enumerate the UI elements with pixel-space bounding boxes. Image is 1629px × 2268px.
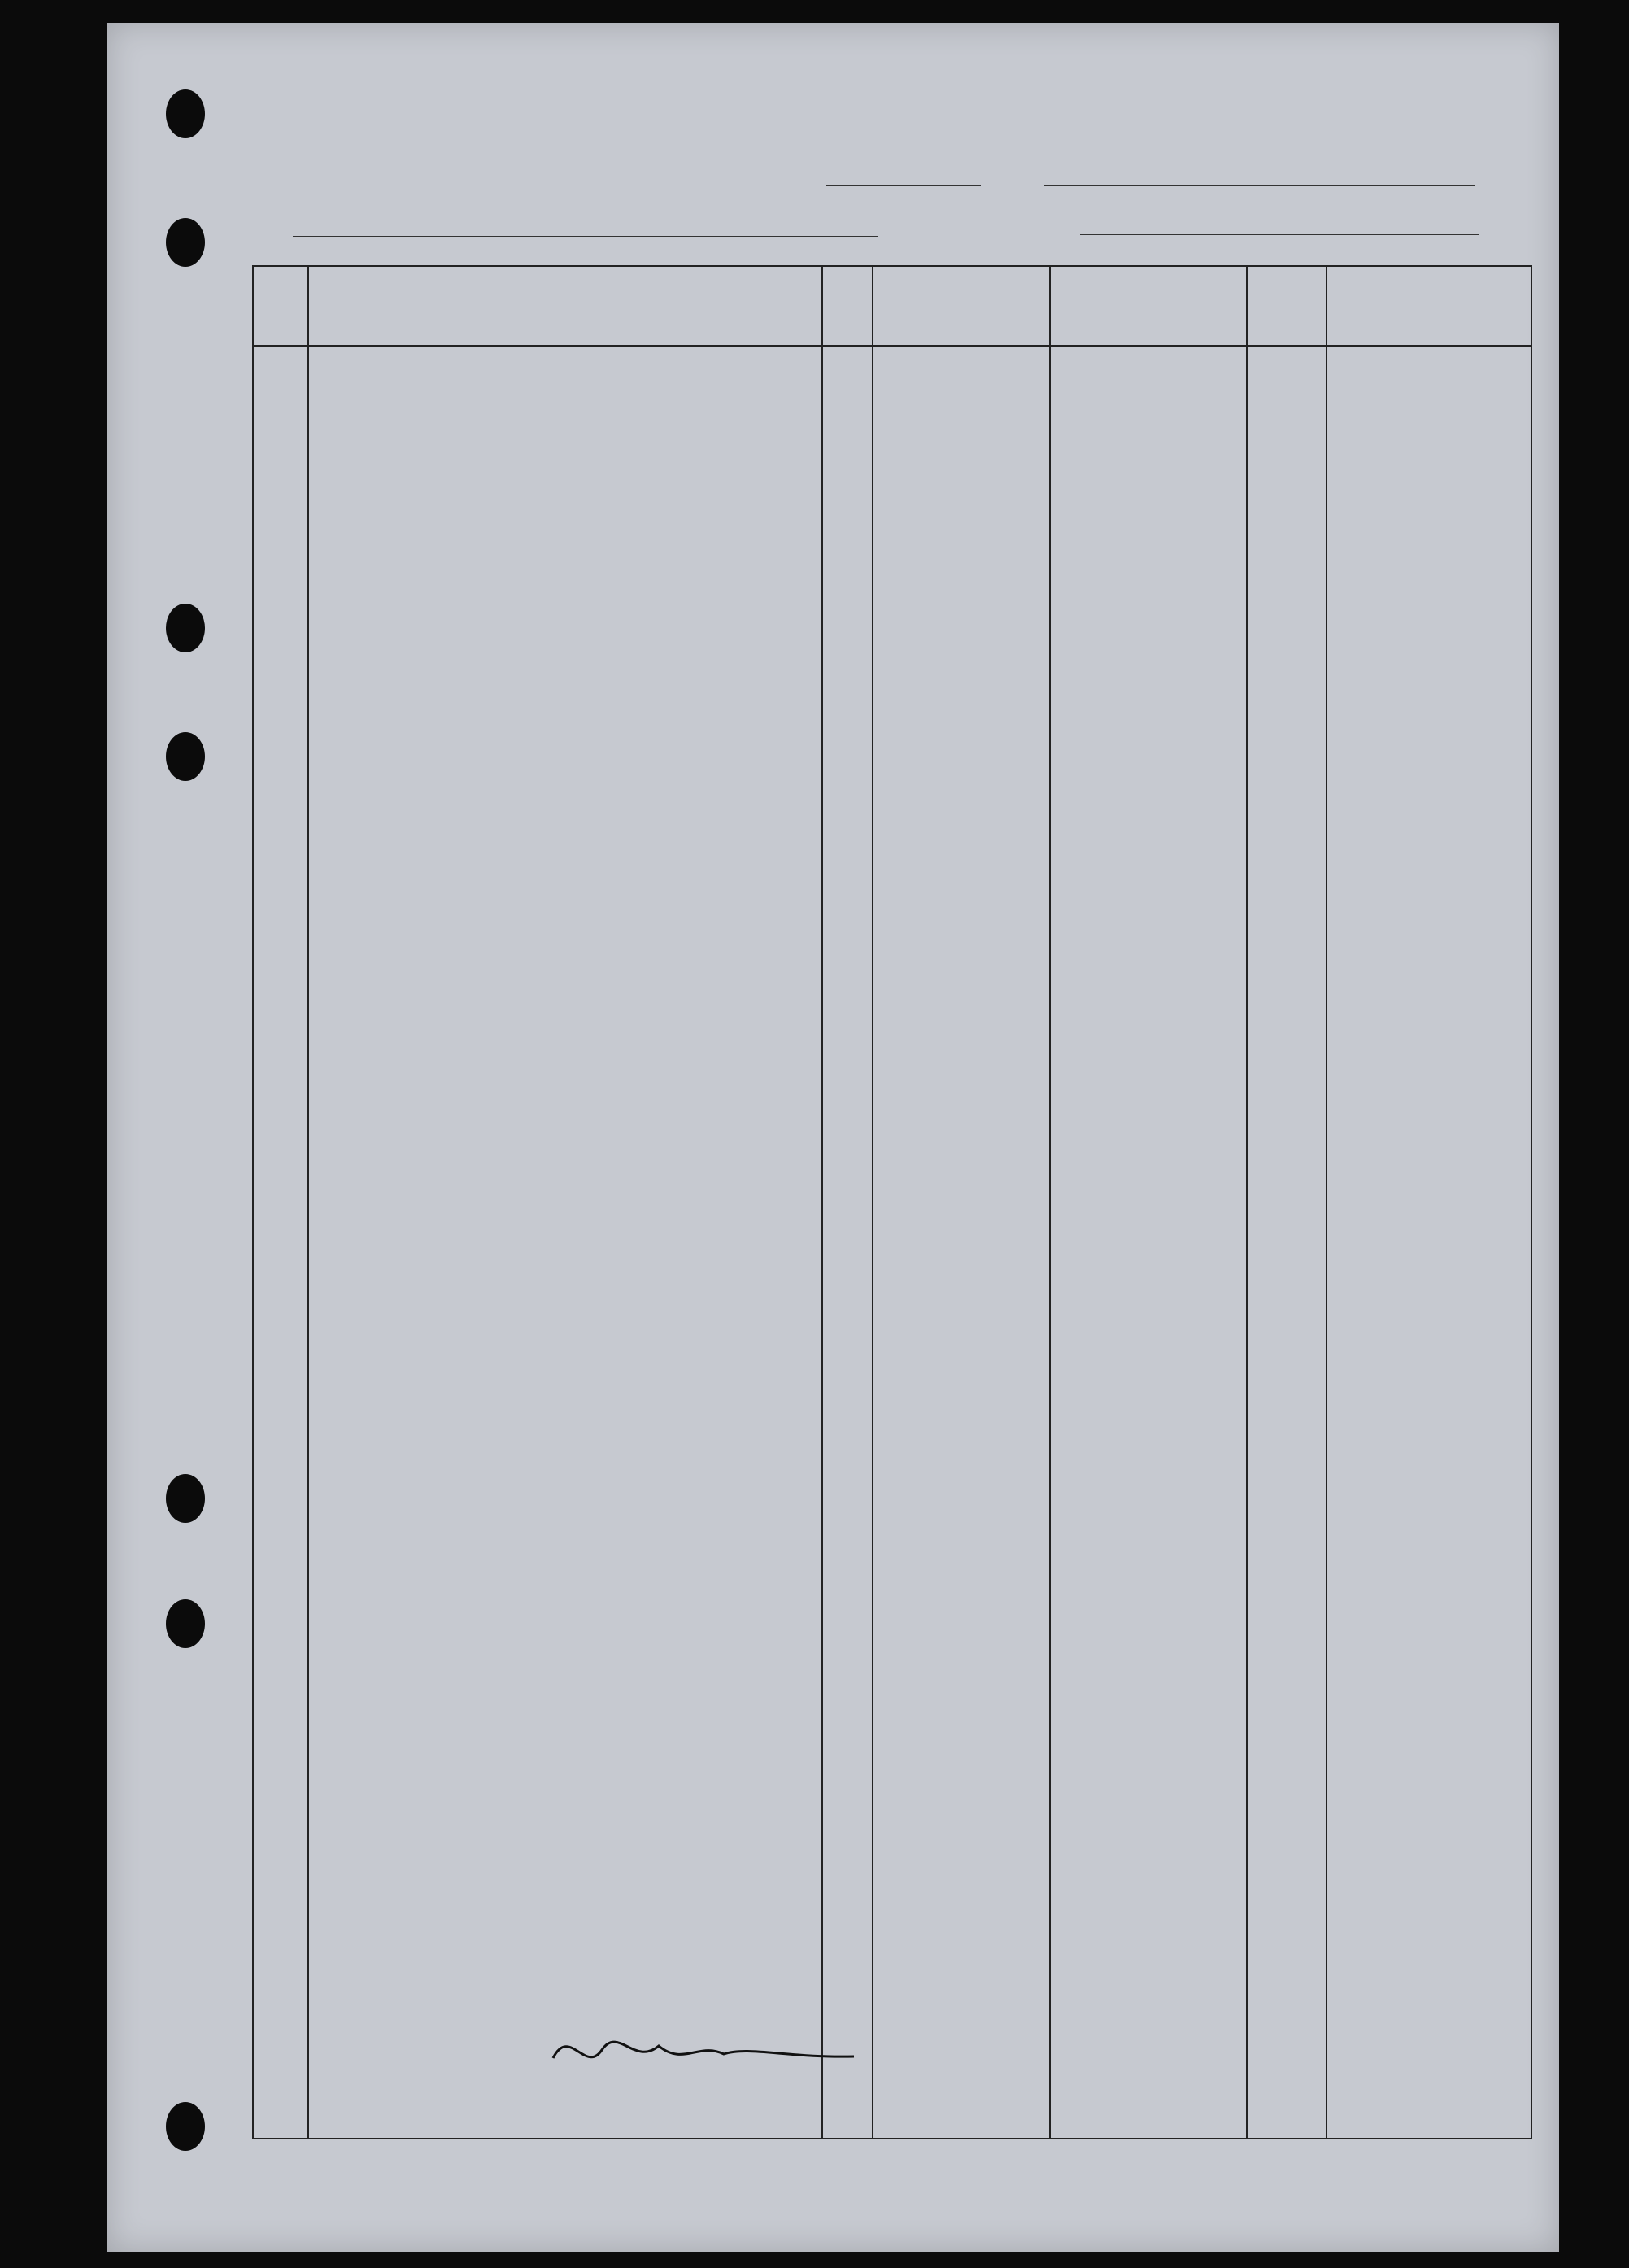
col-rule (872, 265, 873, 2139)
arrival-underline (1080, 234, 1479, 235)
from-underline (1044, 185, 1475, 186)
col-rule (1326, 265, 1327, 2139)
binder-hole (166, 218, 205, 267)
binder-hole (166, 89, 205, 138)
binder-hole (166, 2102, 205, 2151)
binder-hole (166, 732, 205, 781)
col-rule (1049, 265, 1051, 2139)
col-rule (307, 265, 309, 2139)
col-rule (1246, 265, 1248, 2139)
vessel-underline (293, 236, 878, 237)
signature-scrawl (545, 2017, 870, 2083)
binder-hole (166, 1599, 205, 1648)
table-frame (252, 265, 1532, 2139)
class-underline (826, 185, 981, 186)
binder-hole (166, 604, 205, 652)
binder-hole (166, 1474, 205, 1523)
col-rule (821, 265, 823, 2139)
header-rule (252, 345, 1532, 347)
